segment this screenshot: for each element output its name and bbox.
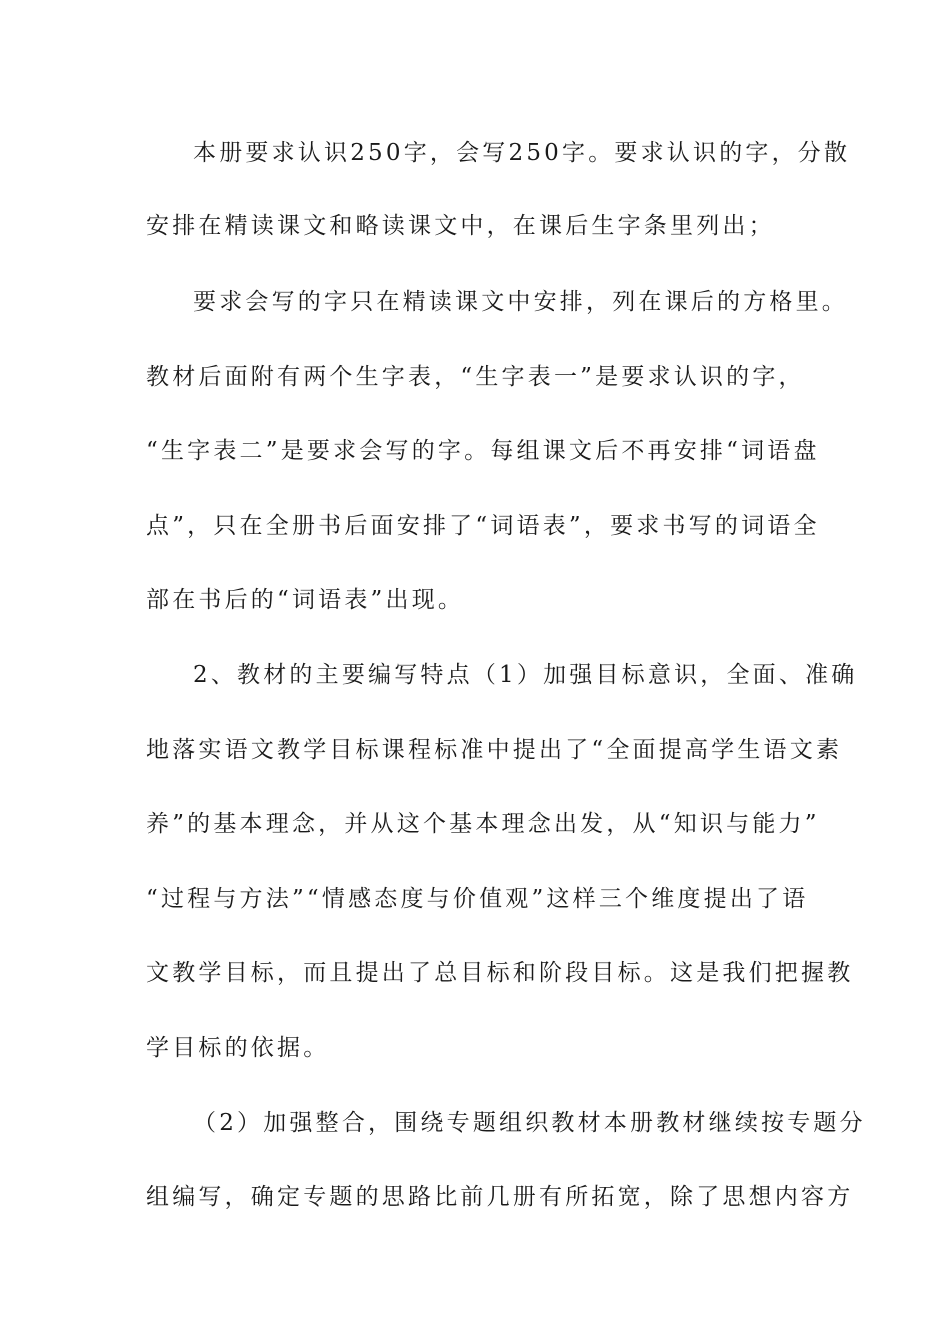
paragraph-4-line-1: （2）加强整合，围绕专题组织教材本册教材继续按专题分 — [193, 1110, 866, 1136]
paragraph-3-line-6: 学目标的依据。 — [146, 1035, 330, 1061]
paragraph-2-line-5: 部在书后的“词语表”出现。 — [146, 587, 465, 613]
paragraph-3-line-2: 地落实语文教学目标课程标准中提出了“全面提高学生语文素 — [146, 737, 843, 763]
paragraph-3-line-4: “过程与方法”“情感态度与价值观”这样三个维度提出了语 — [146, 886, 809, 912]
paragraph-1-line-1: 本册要求认识250字，会写250字。要求认识的字，分散 — [193, 140, 851, 166]
paragraph-2-line-2: 教材后面附有两个生字表，“生字表一”是要求认识的字， — [146, 364, 805, 390]
paragraph-1-line-2: 安排在精读课文和略读课文中，在课后生字条里列出； — [146, 213, 775, 239]
paragraph-2-line-3: “生字表二”是要求会写的字。每组课文后不再安排“词语盘 — [146, 438, 820, 464]
paragraph-2-line-4: 点”，只在全册书后面安排了“词语表”，要求书写的词语全 — [146, 513, 820, 539]
paragraph-2-line-1: 要求会写的字只在精读课文中安排，列在课后的方格里。 — [193, 289, 848, 315]
paragraph-3-line-3: 养”的基本理念，并从这个基本理念出发，从“知识与能力” — [146, 811, 820, 837]
paragraph-3-line-5: 文教学目标，而且提出了总目标和阶段目标。这是我们把握教 — [146, 960, 854, 986]
paragraph-4-line-2: 组编写，确定专题的思路比前几册有所拓宽，除了思想内容方 — [146, 1184, 854, 1210]
paragraph-3-line-1: 2、教材的主要编写特点（1）加强目标意识，全面、准确 — [193, 662, 858, 688]
